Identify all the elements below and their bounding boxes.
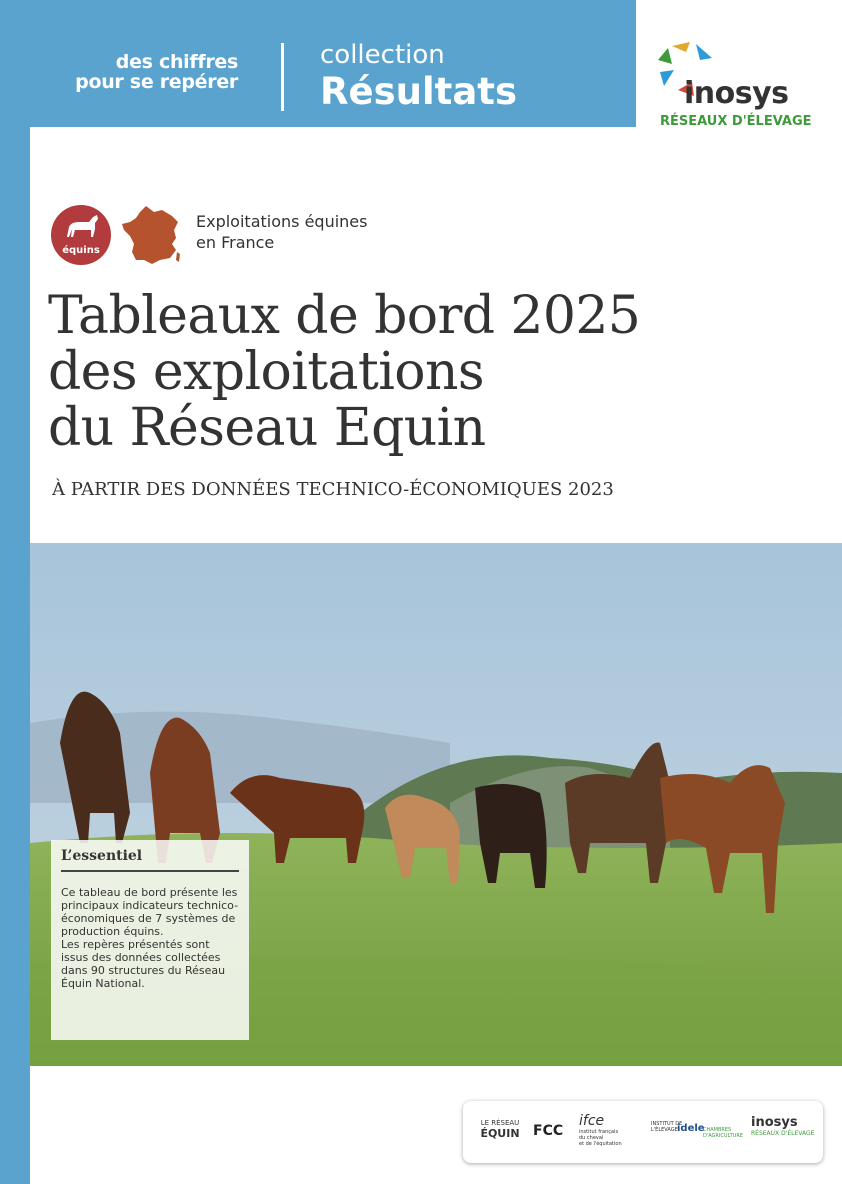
ifce-logo bbox=[579, 1113, 622, 1147]
partner-logos bbox=[463, 1101, 823, 1163]
horse-icon bbox=[51, 207, 111, 247]
chambres-agriculture-logo bbox=[703, 1127, 743, 1139]
inosys-logo bbox=[650, 38, 820, 130]
ifce-caption-2: du cheval bbox=[579, 1135, 604, 1141]
title-line-2: des exploitations bbox=[48, 342, 484, 402]
essentiel-text bbox=[61, 886, 239, 990]
left-accent-bar bbox=[0, 0, 30, 1184]
equins-badge-label: équins bbox=[62, 245, 100, 256]
header-band bbox=[30, 0, 636, 127]
page-subtitle: À PARTIR DES DONNÉES TECHNICO-ÉCONOMIQUES 2023 bbox=[52, 479, 614, 500]
topic-line-1: Exploitations équines bbox=[196, 212, 368, 231]
essentiel-heading: L’essentiel bbox=[61, 848, 239, 872]
brand-name: inosys bbox=[684, 76, 789, 111]
inosys-small-subtitle: RÉSEAUX D'ÉLEVAGE bbox=[751, 1130, 815, 1137]
ifce-label: ifce bbox=[579, 1113, 605, 1129]
reseau-equin-line-1: LE RÉSEAU bbox=[480, 1119, 520, 1127]
essentiel-paragraph-2: Les repères présentés sont issus des données collectées dans 90 structures du Réseau Équin National. bbox=[61, 938, 226, 990]
inosys-small-logo bbox=[751, 1115, 814, 1137]
fcc-label: FCC bbox=[533, 1123, 564, 1139]
title-line-3: du Réseau Equin bbox=[48, 398, 486, 458]
topic-line-2: en France bbox=[196, 233, 275, 252]
chambres-line-1: CHAMBRES bbox=[703, 1127, 732, 1133]
title-line-1: Tableaux de bord 2025 bbox=[48, 286, 641, 346]
idele-label: idele bbox=[677, 1123, 705, 1134]
inosys-small-name: inosys bbox=[751, 1115, 798, 1130]
tagline-line-1: des chiffres bbox=[115, 51, 238, 73]
tagline bbox=[38, 52, 238, 92]
header-divider bbox=[281, 43, 284, 111]
fcc-logo bbox=[533, 1123, 563, 1139]
essentiel-box bbox=[51, 840, 249, 1040]
essentiel-paragraph-1: Ce tableau de bord présente les principaux indicateurs technico-économiques de 7 systèmes de production équins. bbox=[61, 886, 239, 938]
chambres-line-2: D'AGRICULTURE bbox=[703, 1133, 743, 1139]
ifce-caption-1: institut français bbox=[579, 1129, 619, 1135]
idele-caption-2: L'ÉLEVAGE bbox=[651, 1127, 678, 1133]
ifce-caption-3: et de l'équitation bbox=[579, 1141, 622, 1147]
idele-logo bbox=[651, 1121, 705, 1134]
collection-title: Résultats bbox=[320, 70, 517, 113]
equins-badge bbox=[51, 205, 111, 265]
collection-label: collection bbox=[320, 40, 445, 70]
page-title bbox=[48, 288, 808, 456]
france-map-icon bbox=[120, 204, 182, 266]
topic-label bbox=[196, 211, 456, 253]
brand-subtitle: RÉSEAUX D'ÉLEVAGE bbox=[660, 114, 812, 129]
tagline-line-2: pour se repérer bbox=[75, 71, 238, 93]
idele-caption-1: INSTITUT DE bbox=[651, 1121, 683, 1127]
reseau-equin-logo bbox=[473, 1119, 527, 1140]
reseau-equin-line-2: ÉQUIN bbox=[480, 1127, 520, 1140]
